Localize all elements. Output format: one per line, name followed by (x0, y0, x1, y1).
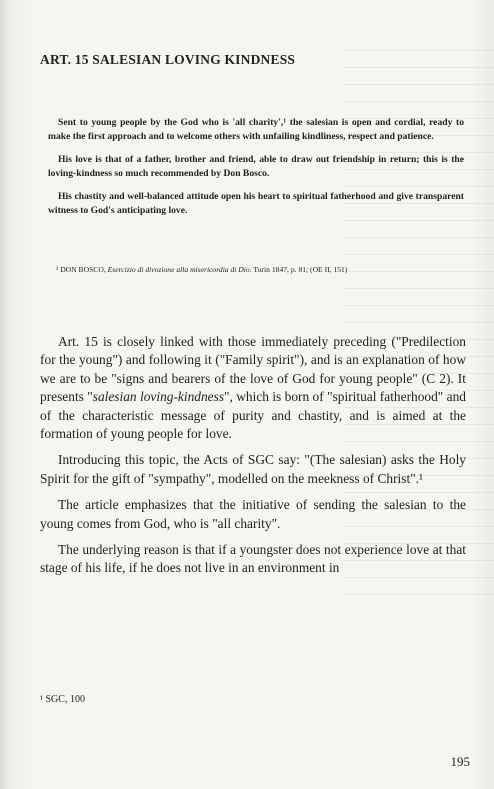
commentary-p1-start: Art. 15 is closely linked with those immediately preceding ("Predilection for the young") and following it ("Family spirit"), and is an explanation of how we are to be "signs and bearers of the love of God for young people" (C 2). It presents " (40, 334, 466, 405)
article-heading: ART. 15 SALESIAN LOVING KINDNESS (40, 52, 296, 67)
footnote-marker: ¹ (56, 265, 59, 274)
commentary-paragraph-3: The article emphasizes that the initiative of sending the salesian to the young comes from God, who is "all charity". (40, 497, 466, 531)
article-footnote (56, 264, 466, 275)
footnote-details: Turin 1847, p. 81; (OE II, 151) (253, 265, 348, 274)
commentary-text (40, 333, 466, 586)
footnote-author: DON BOSCO, (60, 265, 106, 274)
footnote-work-title: Esercizio di divozione alla misericordia di Dio. (107, 265, 252, 274)
article-paragraph-3: His chastity and well-balanced attitude open his heart to spiritual fatherhood and give transparent witness to God's anticipating love. (48, 191, 464, 216)
article-paragraph-1: Sent to young people by the God who is 'all charity',¹ the salesian is open and cordial, ready to make the first approach and to welcome others with unfailing kindliness, respect and patience. (48, 117, 464, 142)
article-paragraph-2: His love is that of a father, brother and friend, able to draw out friendship in return; this is the loving-kindness so much recommended by Don Bosco. (48, 154, 464, 179)
commentary-p1-italic: salesian loving-kindness (92, 389, 225, 405)
commentary-p1-end: ", which is born of "spiritual fatherhood" and of the characteristic message of purity and chastity, and is aimed at the formation of young people for love. (40, 389, 466, 442)
commentary-paragraph-1 (40, 333, 466, 443)
commentary-paragraph-2: Introducing this topic, the Acts of SGC say: "(The salesian) asks the Holy Spirit for the gift of "sympathy", modelled on the meekness of Christ".¹ (40, 452, 466, 486)
commentary-paragraph-4: The underlying reason is that if a youngster does not experience love at that stage of his life, if he does not live in an environment in (40, 542, 466, 576)
page-footnote: ¹ SGC, 100 (40, 694, 85, 705)
page-number: 195 (450, 754, 470, 769)
article-text (48, 116, 464, 228)
